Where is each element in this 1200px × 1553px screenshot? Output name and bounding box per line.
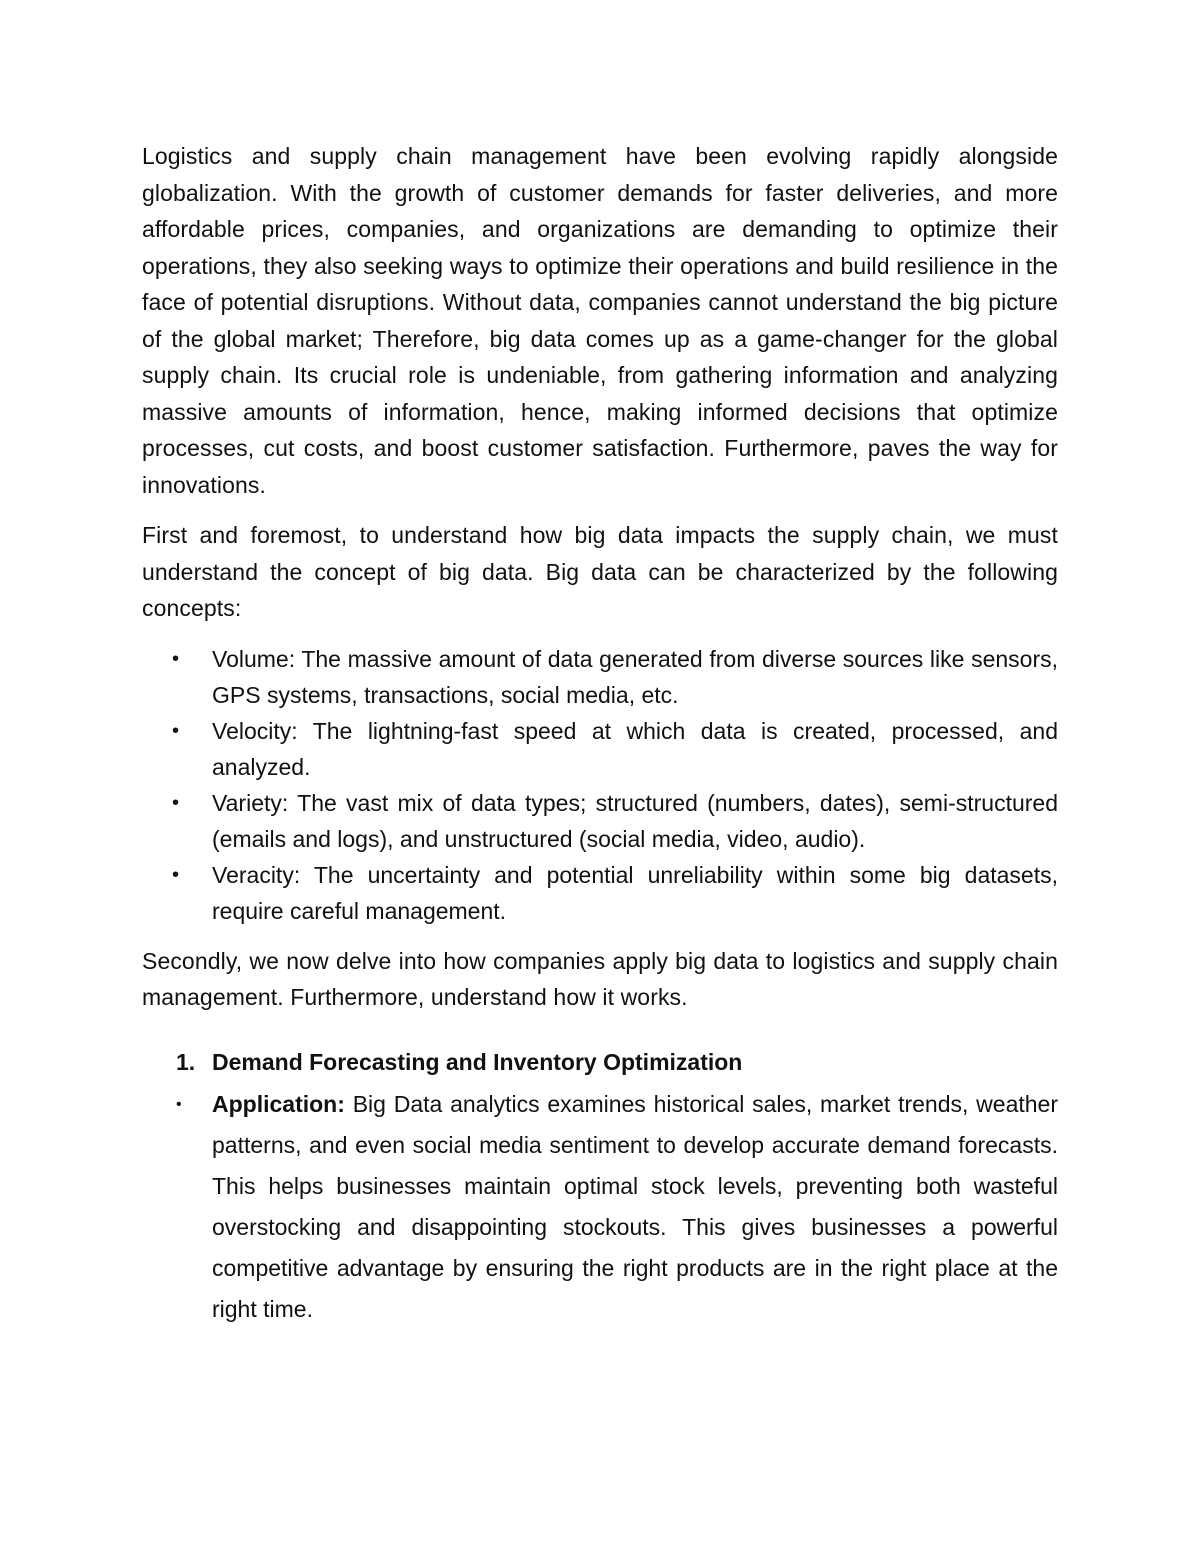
- section-title: Demand Forecasting and Inventory Optimization: [212, 1048, 743, 1075]
- list-item: [142, 641, 1058, 713]
- concept-term: Velocity:: [212, 717, 298, 744]
- application-label: Application:: [212, 1090, 345, 1117]
- application-item: [142, 1084, 1058, 1330]
- concept-text: The lightning-fast speed at which data is created, processed, and analyzed.: [212, 717, 1058, 780]
- list-item: [142, 785, 1058, 857]
- bullet-icon: •: [172, 863, 180, 886]
- bullet-icon: •: [172, 791, 180, 814]
- bullet-icon: •: [176, 1095, 182, 1113]
- concept-text: The massive amount of data generated from diverse sources like sensors, GPS systems, transactions, social media, etc.: [212, 645, 1058, 708]
- bullet-icon: •: [172, 719, 180, 742]
- section-number: 1.: [176, 1048, 196, 1075]
- concept-term: Variety:: [212, 789, 289, 816]
- section-heading: [142, 1044, 1058, 1080]
- list-item: [142, 713, 1058, 785]
- list-item: [142, 857, 1058, 929]
- secondly-paragraph: Secondly, we now delve into how companies apply big data to logistics and supply chain management. Furthermore, understand how it works.: [142, 947, 1058, 1010]
- application-text: Big Data analytics examines historical sales, market trends, weather patterns, and even social media sentiment to develop accurate demand forecasts. This helps businesses maintain optimal stock levels, preventing both wasteful overstocking and disappointing stockouts. This gives businesses a powerful competitive advantage by ensuring the right products are in the right place at the right time.: [212, 1090, 1059, 1322]
- concept-term: Volume:: [212, 645, 296, 672]
- concepts-list: [142, 641, 1058, 929]
- concept-term: Veracity:: [212, 861, 301, 888]
- concept-text: The uncertainty and potential unreliability within some big datasets, require careful management.: [212, 861, 1058, 924]
- concept-text: The vast mix of data types; structured (numbers, dates), semi-structured (emails and logs), and unstructured (social media, video, audio).: [212, 789, 1058, 852]
- concepts-intro-paragraph: First and foremost, to understand how big data impacts the supply chain, we must understand the concept of big data. Big data can be characterized by the following concepts:: [142, 522, 1058, 621]
- intro-paragraph: Logistics and supply chain management have been evolving rapidly alongside globalization. With the growth of customer demands for faster deliveries, and more affordable prices, companies, and organizations are demanding to optimize their operations, they also seeking ways to optimize their operations and build resilience in the face of potential disruptions. Without data, companies cannot understand the big picture of the global market; Therefore, big data comes up as a game-changer for the global supply chain. Its crucial role is undeniable, from gathering information and analyzing massive amounts of information, hence, making informed decisions that optimize processes, cut costs, and boost customer satisfaction. Furthermore, paves the way for innovations.: [142, 143, 1058, 498]
- bullet-icon: •: [172, 647, 180, 670]
